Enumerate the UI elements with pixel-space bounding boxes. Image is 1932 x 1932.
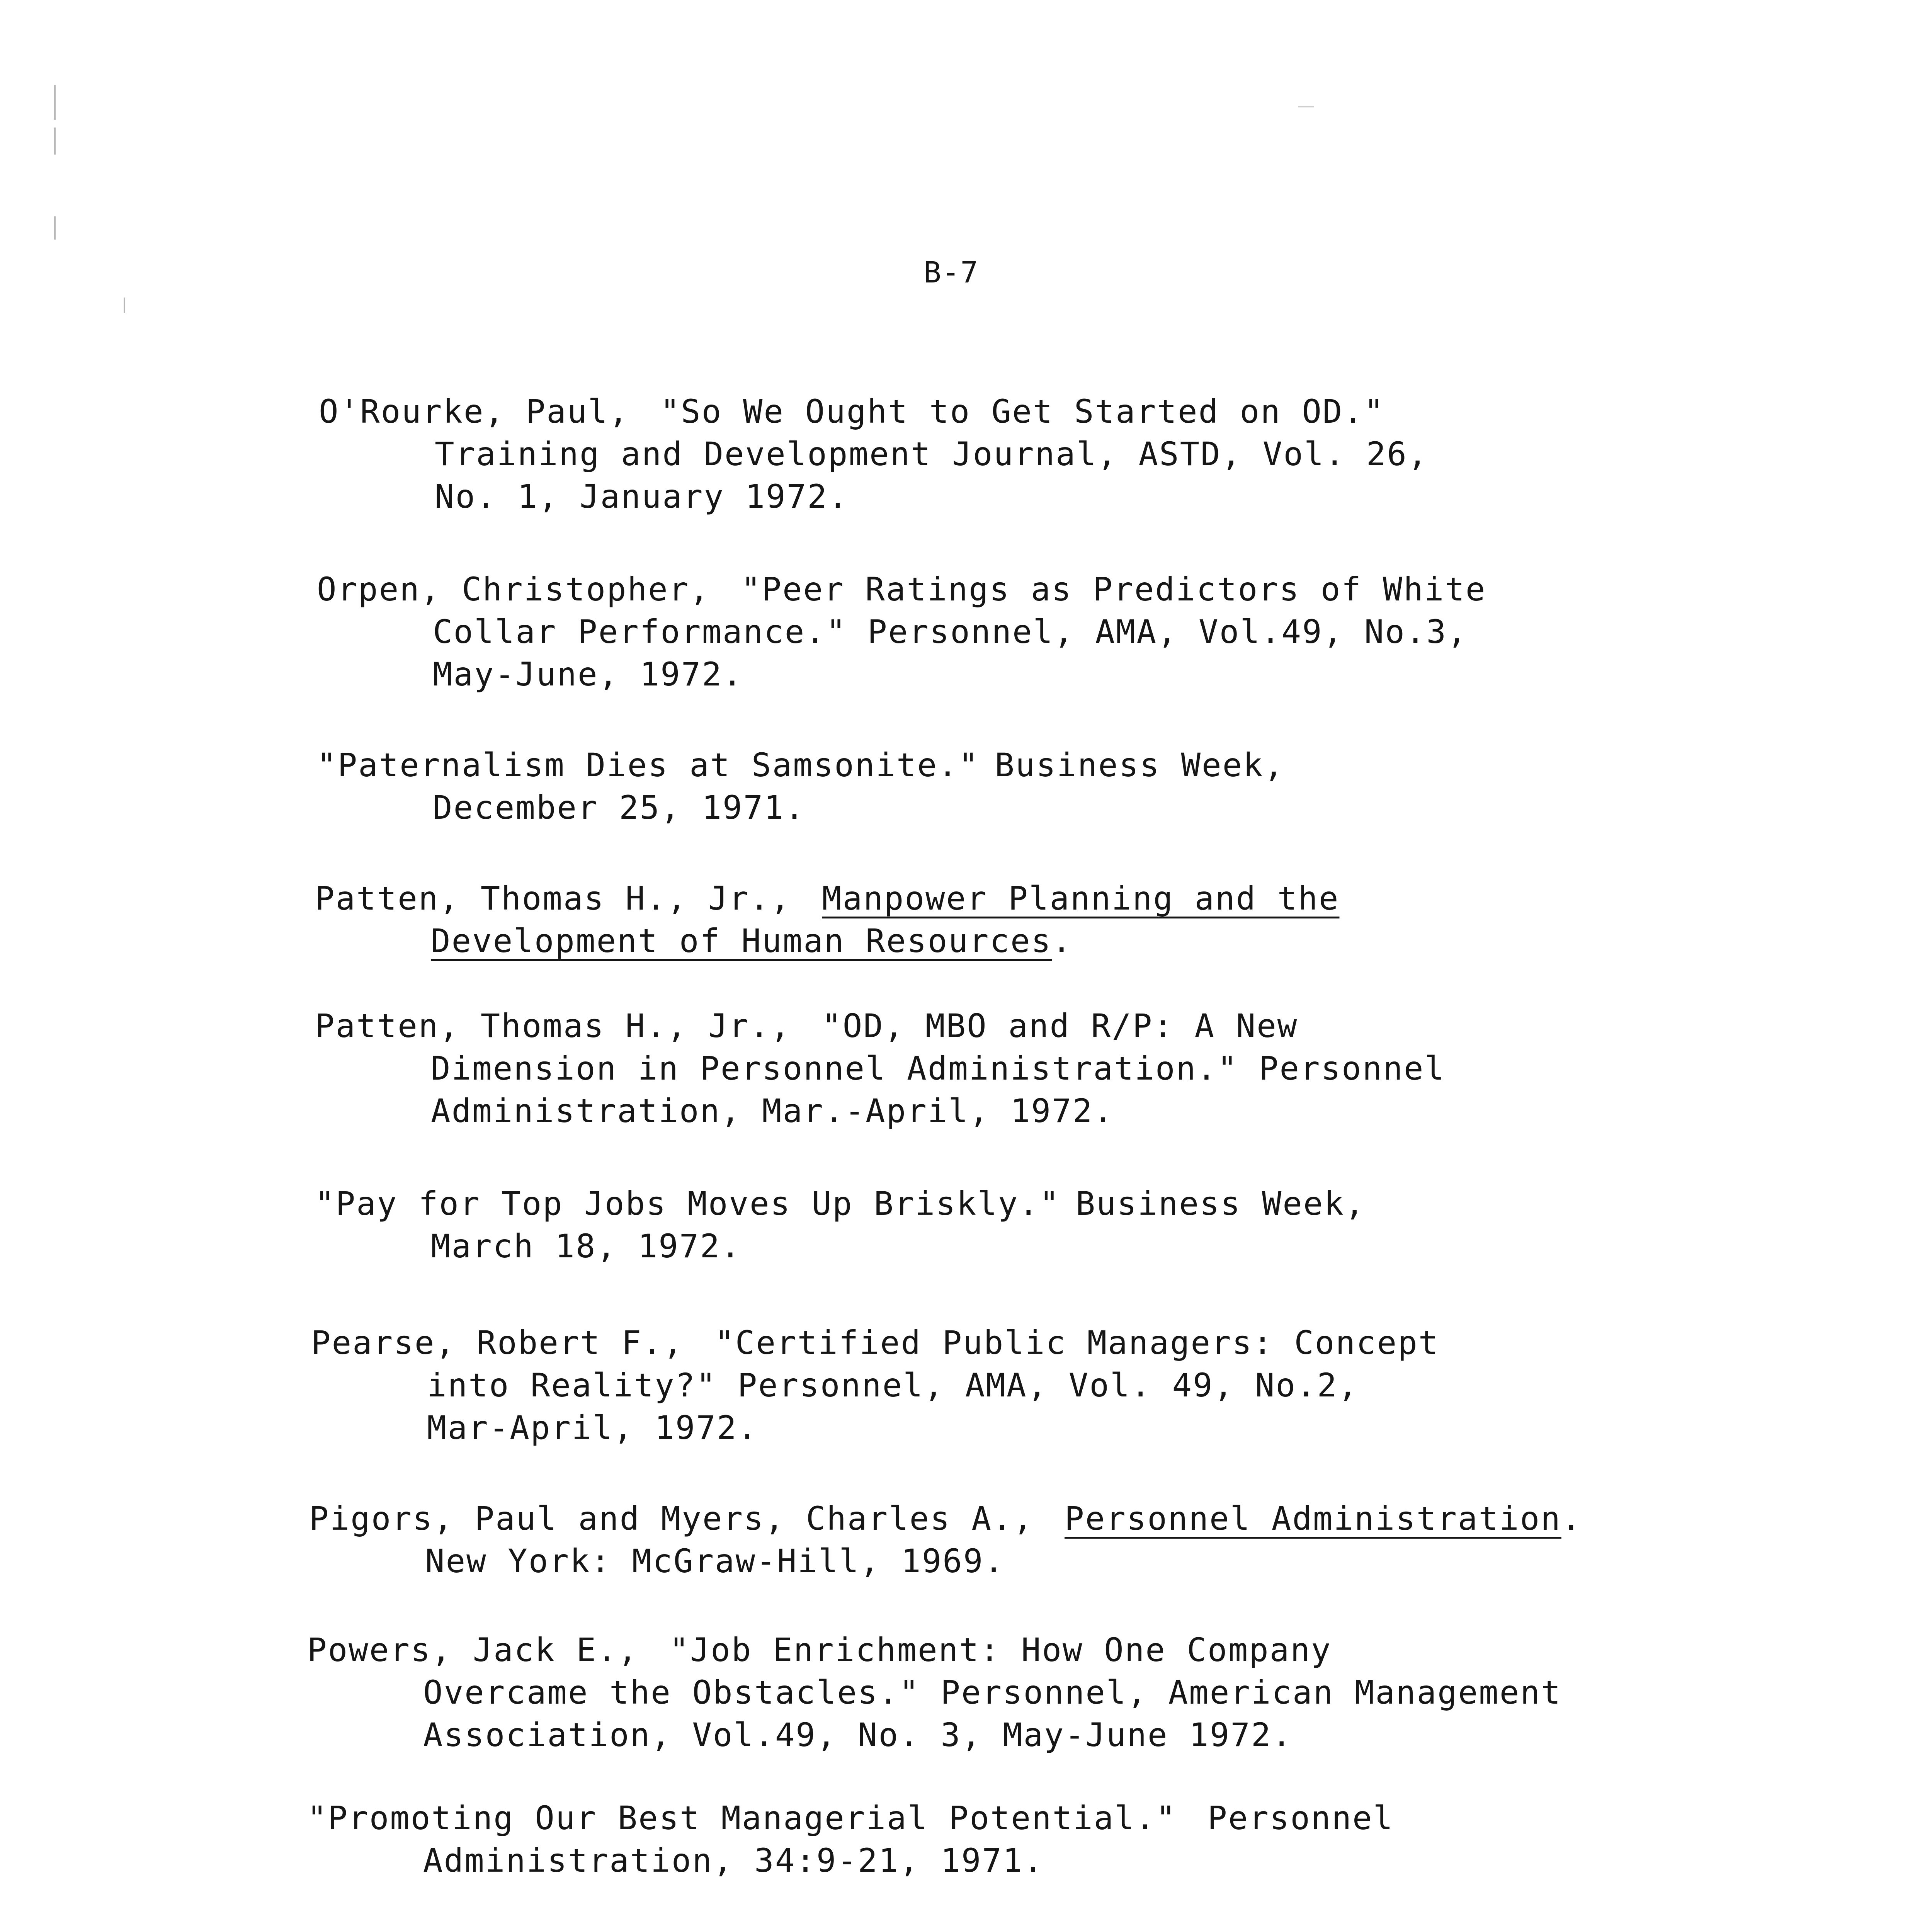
bibliography-entry — [315, 1005, 1445, 1132]
entry-first-line — [309, 1497, 1582, 1540]
entry-author: Powers, Jack E., — [307, 1631, 639, 1669]
entry-author: Pigors, Paul and Myers, Charles A., — [309, 1500, 1034, 1537]
entry-author: Patten, Thomas H., Jr., — [315, 1007, 791, 1045]
entry-first-line — [303, 1930, 1434, 1932]
entry-book-title: Manpower Planning and the — [822, 879, 1340, 917]
entry-author: O'Rourke, Paul, — [319, 393, 629, 430]
entry-line: into Reality?" Personnel, AMA, Vol. 49, No.2, — [427, 1366, 1359, 1404]
entry-line: Administration, Mar.-April, 1972. — [431, 1092, 1114, 1130]
entry-author: Patten, Thomas H., Jr., — [315, 879, 791, 917]
entry-title: "OD, MBO and R/P: A New — [822, 1007, 1298, 1045]
entry-author: Orpen, Christopher, — [317, 570, 710, 608]
entry-first-line — [307, 1629, 1561, 1671]
bibliography-entry — [307, 1797, 1394, 1882]
bibliography-entry — [317, 744, 1284, 829]
scan-speck — [1298, 106, 1314, 107]
entry-line: Overcame the Obstacles." Personnel, American Management — [423, 1673, 1562, 1711]
entry-first-line — [311, 1321, 1439, 1364]
entry-book-title: Development of Human Resources — [431, 922, 1052, 960]
entry-line: Mar-April, 1972. — [427, 1409, 759, 1447]
entry-first-line — [315, 877, 1339, 920]
entry-title: "Pay for Top Jobs Moves Up Briskly." — [315, 1185, 1060, 1223]
entry-title: "Certified Public Managers: Concept — [714, 1324, 1439, 1362]
entry-author: Pearse, Robert F., — [311, 1324, 684, 1362]
scan-margin-mark — [54, 85, 56, 120]
entry-book-title: Personnel Administration — [1065, 1500, 1561, 1537]
entry-line: No. 1, January 1972. — [435, 478, 849, 515]
entry-line: Administration, 34:9-21, 1971. — [423, 1842, 1044, 1879]
bibliography-entry — [309, 1497, 1582, 1582]
bibliography-entry — [303, 1930, 1434, 1932]
page-number: B-7 — [923, 255, 979, 289]
entry-source: Business Week, — [1075, 1185, 1366, 1223]
bibliography-entry — [315, 1182, 1366, 1267]
entry-line: May-June, 1972. — [433, 655, 743, 693]
entry-line: Collar Performance." Personnel, AMA, Vol.49, No.3, — [433, 613, 1468, 651]
entry-first-line — [319, 390, 1428, 433]
entry-title: "Promoting Our Best Managerial Potential." — [307, 1799, 1177, 1837]
bibliography-entry — [319, 390, 1428, 518]
entry-line: Training and Development Journal, ASTD, Vol. 26, — [435, 435, 1429, 473]
entry-line: March 18, 1972. — [431, 1227, 742, 1265]
entry-first-line — [317, 744, 1284, 786]
bibliography-entry — [315, 877, 1339, 962]
entry-line — [315, 920, 1339, 962]
entry-title: "Peer Ratings as Predictors of White — [741, 570, 1486, 608]
entry-line: New York: McGraw-Hill, 1969. — [425, 1542, 1005, 1580]
scan-margin-mark — [54, 216, 56, 240]
entry-line: December 25, 1971. — [433, 789, 806, 827]
bibliography-entry — [317, 568, 1486, 696]
entry-line: Dimension in Personnel Administration." Personnel — [431, 1049, 1446, 1087]
entry-title: "Paternalism Dies at Samsonite." — [317, 746, 980, 784]
entry-first-line — [315, 1182, 1366, 1225]
entry-line: Association, Vol.49, No. 3, May-June 1972. — [423, 1716, 1293, 1754]
entry-first-line — [317, 568, 1486, 611]
bibliography-entry — [311, 1321, 1439, 1449]
entry-title: "So We Ought to Get Started on OD." — [660, 393, 1385, 430]
scan-margin-mark — [124, 298, 125, 313]
scan-margin-mark — [54, 128, 56, 155]
entry-title: "Job Enrichment: How One Company — [669, 1631, 1332, 1669]
entry-first-line — [307, 1797, 1394, 1839]
entry-first-line — [315, 1005, 1445, 1047]
entry-period: . — [1052, 922, 1073, 960]
entry-source: Personnel — [1208, 1799, 1394, 1837]
entry-period: . — [1561, 1500, 1582, 1537]
entry-source: Business Week, — [995, 746, 1285, 784]
bibliography-entry — [307, 1629, 1561, 1756]
